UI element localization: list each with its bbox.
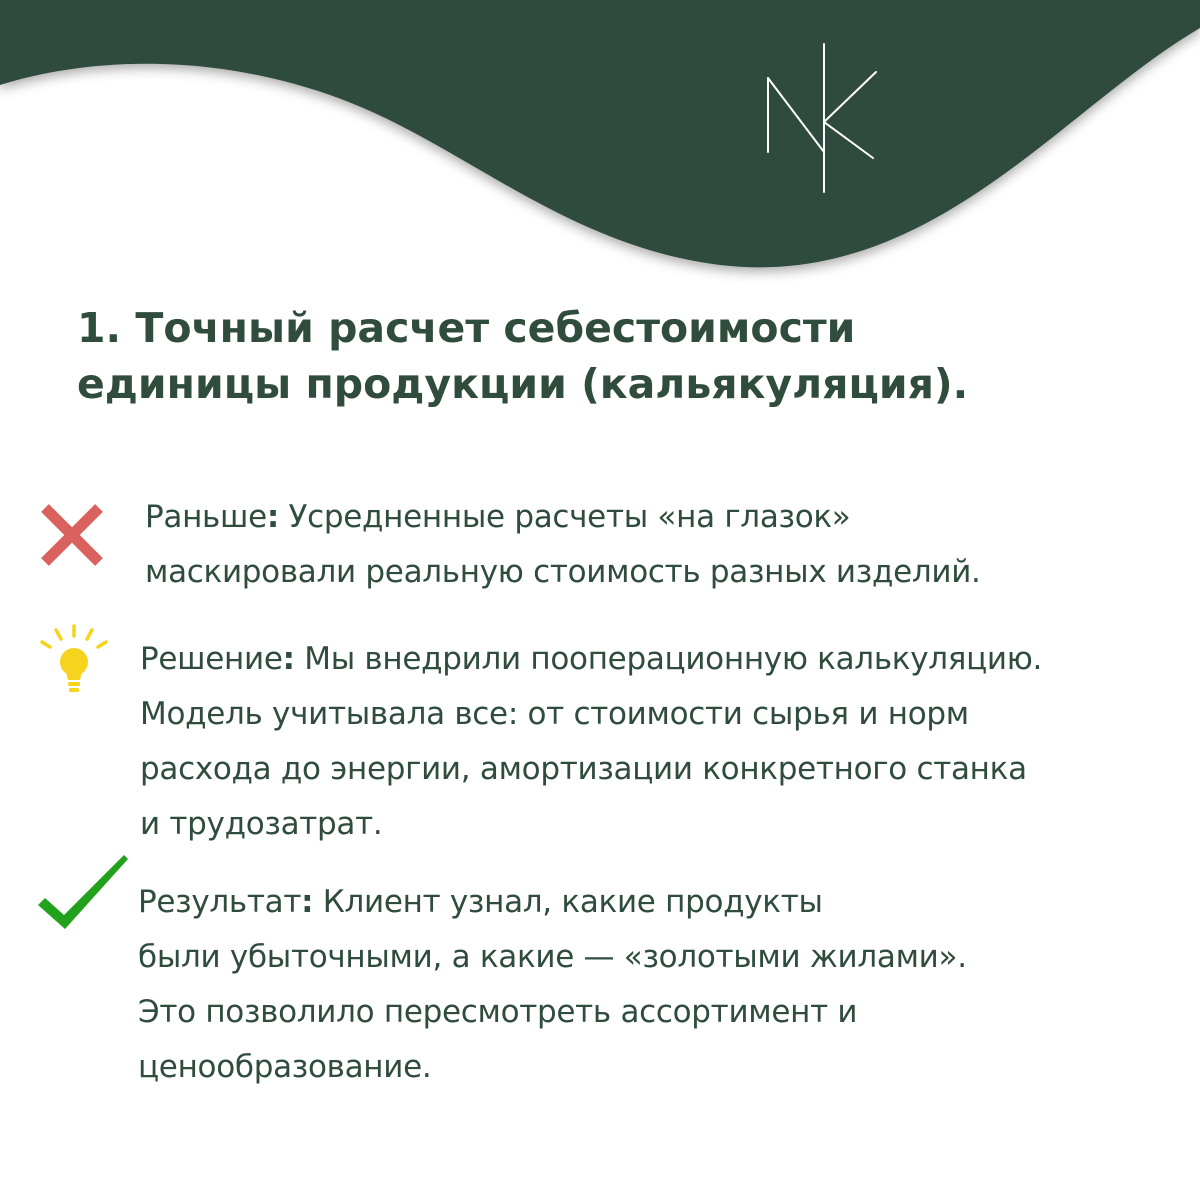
item-before-text: [145, 490, 981, 600]
cross-icon: [37, 500, 107, 570]
checkmark-icon: [36, 853, 136, 933]
item-solution-label: Решение: [140, 641, 283, 677]
item-solution-colon: :: [282, 641, 295, 677]
item-before-body: Усредненные расчеты «на глазок» маскировали реальную стоимость разных изделий.: [145, 499, 981, 590]
item-solution-body: Мы внедрили пооперационную калькуляцию. Модель учитывала все: от стоимости сырья и норм расхода до энергии, амортизации конкретного станка и трудозатрат.: [140, 641, 1043, 842]
item-before-colon: :: [266, 499, 279, 535]
page-title: [77, 300, 1137, 412]
item-result-text: [138, 875, 967, 1095]
nk-logo: [760, 40, 880, 200]
item-solution-text: [140, 632, 1042, 852]
title-line-2: единицы продукции (кальякуляция).: [77, 360, 969, 408]
title-line-1: 1. Точный расчет себестоимости: [77, 304, 856, 352]
lightbulb-icon: [34, 624, 114, 704]
item-result-body: Клиент узнал, какие продукты были убыточными, а какие — «золотыми жилами». Это позволило пересмотреть ассортимент и ценообразование.: [138, 884, 967, 1085]
header-wave-shape: [0, 0, 1200, 320]
item-result-colon: :: [301, 884, 314, 920]
item-result-label: Результат: [138, 884, 302, 920]
item-before-label: Раньше: [145, 499, 267, 535]
